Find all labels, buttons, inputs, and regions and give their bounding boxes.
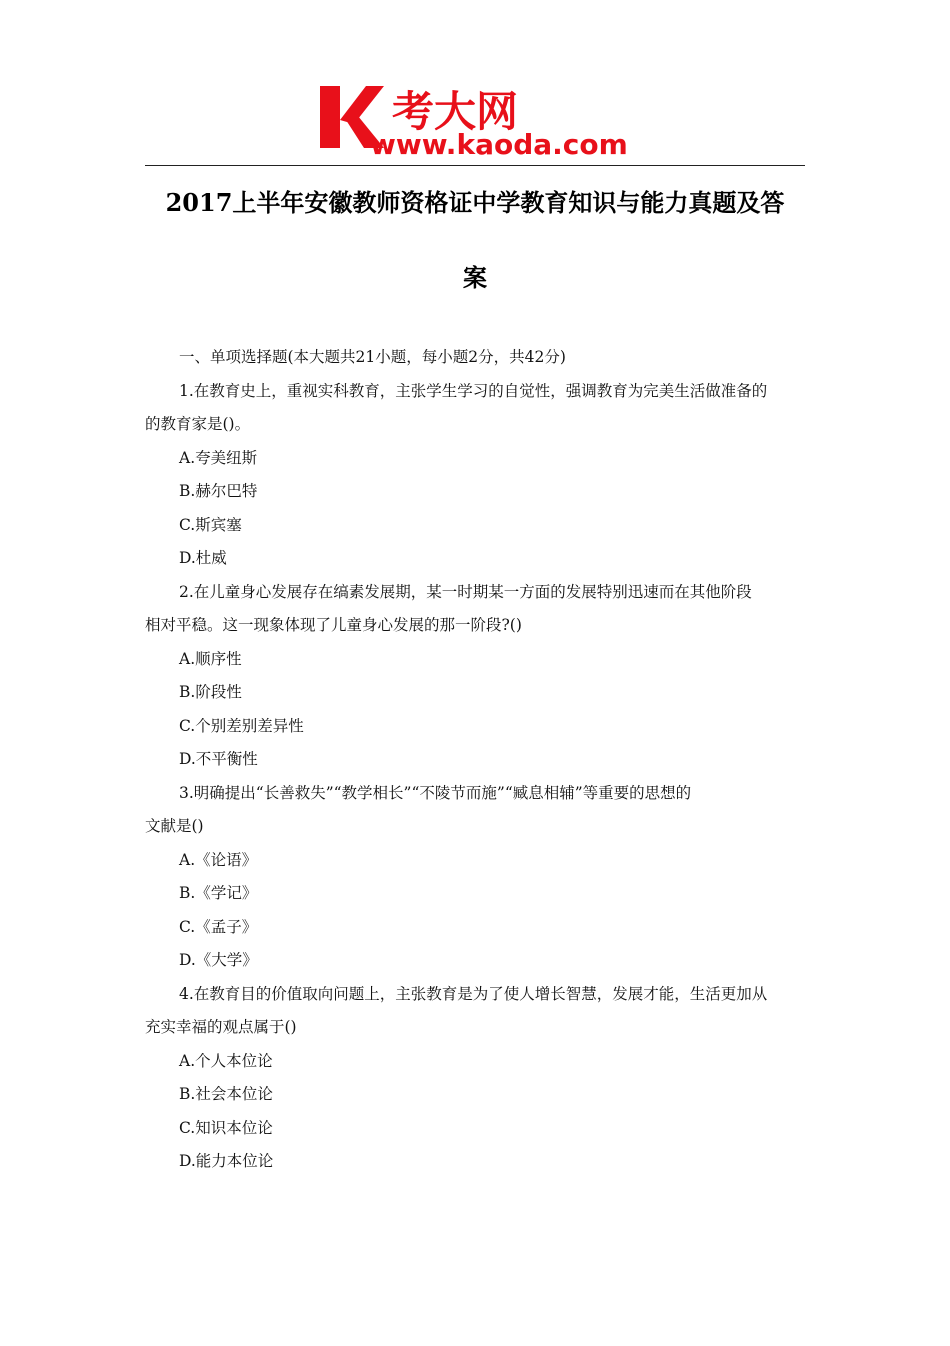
document-title-line1: 2017上半年安徽教师资格证中学教育知识与能力真题及答 — [165, 188, 785, 217]
logo-brand-text: 考大网 — [392, 87, 519, 136]
question-2-option-c: C.个别差别差异性 — [179, 716, 304, 735]
section-heading: 一、单项选择题(本大题共21小题，每小题2分，共42分) — [179, 348, 566, 366]
question-3-option-d: D.《大学》 — [179, 951, 258, 969]
question-3-option-b: B.《学记》 — [179, 884, 258, 902]
question-4-option-b: B.社会本位论 — [179, 1085, 273, 1103]
question-3-option-a: A.《论语》 — [179, 850, 258, 869]
question-4-option-c: C.知识本位论 — [179, 1118, 273, 1137]
document-title-line2: 案 — [463, 263, 487, 292]
question-1-line2: 的教育家是()。 — [145, 415, 251, 433]
kaoda-logo — [318, 80, 648, 160]
question-1-option-a: A.夸美纽斯 — [179, 448, 258, 467]
question-2-line1: 2.在儿童身心发展存在缟素发展期，某一时期某一方面的发展特别迅速而在其他阶段 — [179, 582, 752, 601]
question-4-line2: 充实幸福的观点属于() — [145, 1018, 297, 1036]
question-4-option-d: D.能力本位论 — [179, 1152, 274, 1170]
question-1-option-d: D.杜威 — [179, 549, 227, 567]
question-3-line1: 3.明确提出“长善救失”“教学相长”“不陵节而施”“臧息相辅”等重要的思想的 — [179, 783, 692, 802]
question-1-option-b: B.赫尔巴特 — [179, 482, 258, 500]
question-4-line1: 4.在教育目的价值取向问题上，主张教育是为了使人增长智慧，发展才能，生活更加从 — [179, 984, 768, 1003]
header-divider — [145, 165, 805, 166]
question-2-option-d: D.不平衡性 — [179, 750, 258, 768]
question-3-option-c: C.《孟子》 — [179, 917, 258, 936]
question-2-line2: 相对平稳。这一现象体现了儿童身心发展的那一阶段?() — [145, 616, 522, 634]
question-3-line2: 文献是() — [145, 817, 204, 835]
document-body — [145, 341, 810, 1179]
question-2-option-b: B.阶段性 — [179, 683, 242, 701]
question-4-option-a: A.个人本位论 — [179, 1051, 273, 1070]
question-1-option-c: C.斯宾塞 — [179, 515, 242, 534]
logo-url-text: www.kaoda.com — [370, 128, 628, 160]
question-1-line1: 1.在教育史上，重视实科教育，主张学生学习的自觉性，强调教育为完美生活做准备的 — [179, 381, 768, 400]
question-2-option-a: A.顺序性 — [179, 649, 242, 668]
